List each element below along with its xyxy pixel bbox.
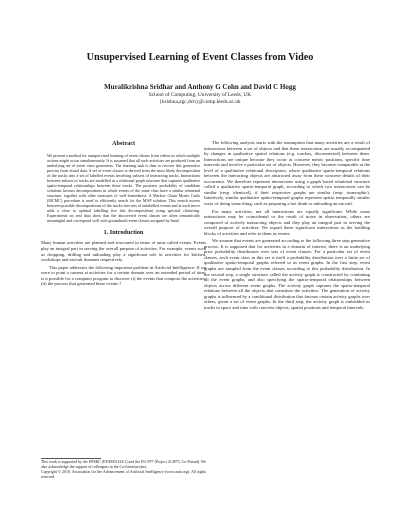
section-heading-introduction: 1. Introduction [103,229,144,237]
abstract-heading: Abstract [111,140,136,147]
footnote-divider [41,458,101,459]
paper-title: Unsupervised Learning of Event Classes from Video [86,52,314,63]
footnote-funding: This work is supported by the EPSRC (EP/D061334/1) and the EU FP7 (Project 214975, Co-Friend). We also acknowledge the support of colleagues in the Co-friend project. [41,460,206,469]
right-column [204,140,370,312]
intro-paragraph-2: This paper addresses the following important problem in Artificial Intelligence: If we were to point a camera at activities for a certain domain over an extended period of time, is it possible for a computer program to discover (i) the events that compose the activities; (ii) the process that generated these events ? [41,264,206,287]
affiliation-block [30,92,370,105]
left-column [41,140,206,289]
paper-authors: Muralikrishna Sridhar and Anthony G Cohn and David C Hogg [104,83,296,91]
emails: {krishna,agc,dch}@comp.leeds.ac.uk [159,98,241,105]
intro-paragraph-1: Many human activities are planned and structured in terms of units called events. Events play an integral part in serving the overall purpose of activities. For example, events such as chopping, drilling and unloading play a significant role in activities for kitchen, workshops and aircraft domains respectively. [41,240,206,263]
body-paragraph-3: We assume that events are generated according to the following three step generative process. It is supposed that for activities in a domain of interest, there is an underlying prior probability distribution over sets of event classes. For a particular set of event classes, each event class in this set is itself a probability distribution over a finite set of qualitative spatio-temporal graphs referred to as event graphs. In the first step, event graphs are sampled from the event classes according to this probability distribution. In the second step, a single structure called the activity graph is constructed by combining all the event graphs, and also specifying the spatio-temporal relationships between objects across different event graphs. The activity graph captures the spatio-temporal relations between all the objects that constitute the activities. The generation of activity graphs is influenced by a conditional distribution that favours certain activity graphs over others, given a set of event graphs. In the third step, the activity graph is embedded as tracks in space and time with concrete objects, spatial positions and temporal intervals. [204,238,370,310]
abstract-text: We present a method for unsupervised learning of event classes from videos in which multiple actions might occur simultaneously. It is assumed that all such activities are produced from an underlying set of event class generators. The learning task is then to recover this generative process from visual data. A set of event classes is derived from the most likely decomposition of the tracks into a set of labelled events involving subsets of interacting tracks. Interactions between subsets of tracks are modelled as a relational graph structure that captures qualitative spatio-temporal relationships between these tracks. The posterior probability of candidate solutions favours decompositions in which events of the same class have a similar relational structure, together with other measures of well-formedness. A Markov Chain Monte Carlo (MCMC) procedure is used to efficiently search for the MAP solution. This search moves between possible decompositions of the tracks into sets of unlabelled events and at each move adds a close to optimal labelling (for this decomposition) using spectral clustering. Experiments on real data show that the discovered event classes are often semantically meaningful and correspond well with groundtruth event classes assigned by hand. [47,153,200,224]
body-paragraph-2: For many activities, not all interactions are equally significant. While some interactions may be coincidental or the result of noise in observation, others are composed of actively interacting objects and they play an integral part in serving the overall purpose of activities. We regard these significant interactions as the building blocks of activities and refer to them as events. [204,208,370,236]
footnotes [41,460,206,480]
body-paragraph-1: The following analysis starts with the assumption that many activities are a result of interactions between a set of objects and that these interactions are usually accompanied by changes in qualitative spatial relations (e.g. touches, disconnected) between them. Interactions are unique because they occur at concrete metric positions, specific time intervals and involve a particular set of objects. However, they become comparable at the level of a qualitative relational description, where qualitative spatio-temporal relations between the interacting objects are abstracted away from these concrete details of their occurrence. We therefore represent interactions using a graph based relational structure called a qualitative spatio-temporal graph, according to which two interactions can be similar (resp. identical), if their respective graphs are similar (resp. isomorphic). Intuitively, similar qualitative spatio-temporal graphs represent spatio temporally similar ways of doing some thing, such as preparing a hot drink or unloading an aircraft. [204,140,370,207]
affiliation: School of Computing, University of Leeds, UK [148,92,252,98]
footnote-copyright: Copyright © 2010, Association for the Advancement of Artificial Intelligence (www.aaai.org). All rights reserved. [41,469,206,479]
